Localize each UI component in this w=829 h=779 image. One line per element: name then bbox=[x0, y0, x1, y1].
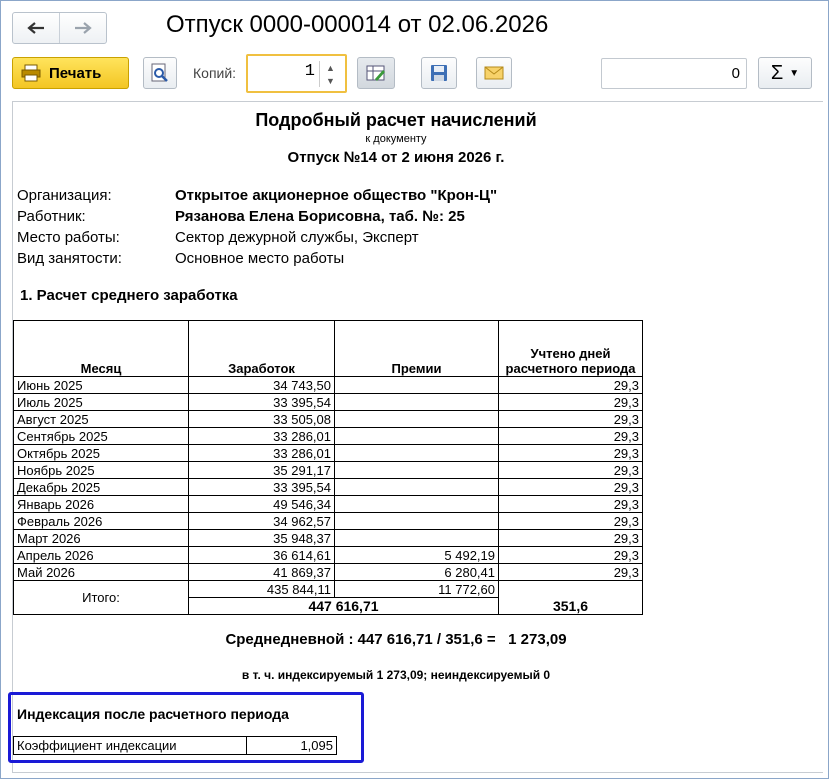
table-row bbox=[14, 530, 643, 547]
earnings-cell: 41 869,37 bbox=[189, 564, 335, 581]
bonus-cell bbox=[335, 445, 499, 462]
earnings-cell: 35 291,17 bbox=[189, 462, 335, 479]
days-cell: 29,3 bbox=[499, 445, 643, 462]
month-cell: Сентябрь 2025 bbox=[14, 428, 189, 445]
average-daily: Среднедневной : 447 616,71 / 351,6 = 1 273,09 bbox=[225, 631, 567, 648]
month-cell: Декабрь 2025 bbox=[14, 479, 189, 496]
copies-input[interactable] bbox=[246, 54, 347, 93]
window-title: Отпуск 0000-000014 от 02.06.2026 bbox=[166, 11, 549, 38]
sigma-icon: Σ bbox=[770, 61, 784, 84]
bonus-cell bbox=[335, 394, 499, 411]
days-cell: 29,3 bbox=[499, 547, 643, 564]
report-sheet bbox=[12, 101, 823, 773]
bonus-cell bbox=[335, 462, 499, 479]
edit-mode-button[interactable] bbox=[357, 57, 395, 89]
total-days: 351,6 bbox=[499, 581, 643, 615]
days-cell: 29,3 bbox=[499, 496, 643, 513]
month-cell: Май 2026 bbox=[14, 564, 189, 581]
header-month: Месяц bbox=[14, 321, 189, 377]
preview-button[interactable] bbox=[143, 57, 177, 89]
copies-label: Копий: bbox=[193, 65, 237, 81]
report-document: Отпуск №14 от 2 июня 2026 г. bbox=[287, 149, 505, 166]
table-row bbox=[14, 547, 643, 564]
table-row bbox=[14, 377, 643, 394]
days-cell: 29,3 bbox=[499, 377, 643, 394]
bonus-cell bbox=[335, 377, 499, 394]
table-row bbox=[14, 394, 643, 411]
coefficient-value: 1,095 bbox=[247, 737, 337, 755]
spin-down-icon[interactable]: ▼ bbox=[326, 75, 335, 86]
month-cell: Июнь 2025 bbox=[14, 377, 189, 394]
bonus-cell bbox=[335, 428, 499, 445]
table-row bbox=[14, 513, 643, 530]
days-cell: 29,3 bbox=[499, 428, 643, 445]
table-row bbox=[14, 411, 643, 428]
month-cell: Июль 2025 bbox=[14, 394, 189, 411]
indexed-note: в т. ч. индексируемый 1 273,09; неиндексируемый 0 bbox=[241, 668, 551, 682]
bonus-cell: 5 492,19 bbox=[335, 547, 499, 564]
earnings-cell: 49 546,34 bbox=[189, 496, 335, 513]
floppy-disk-icon bbox=[430, 64, 448, 82]
copies-value: 1 bbox=[304, 62, 315, 81]
total-bonus: 11 772,60 bbox=[335, 581, 499, 598]
total-row bbox=[14, 581, 643, 598]
earnings-cell: 34 743,50 bbox=[189, 377, 335, 394]
save-button[interactable] bbox=[421, 57, 457, 89]
copies-spinner[interactable] bbox=[319, 61, 341, 87]
sum-field[interactable]: 0 bbox=[601, 58, 747, 89]
edit-table-icon bbox=[366, 64, 386, 82]
coefficient-row bbox=[14, 737, 337, 755]
envelope-icon bbox=[484, 65, 504, 81]
earnings-cell: 33 395,54 bbox=[189, 394, 335, 411]
month-cell: Апрель 2026 bbox=[14, 547, 189, 564]
header-earnings: Заработок bbox=[189, 321, 335, 377]
printer-icon bbox=[21, 64, 41, 82]
indexation-heading: Индексация после расчетного периода bbox=[17, 706, 289, 722]
header-days: Учтено дней расчетного периода bbox=[499, 321, 643, 377]
earnings-cell: 33 286,01 bbox=[189, 428, 335, 445]
arrow-left-icon bbox=[27, 21, 45, 35]
report-title: Подробный расчет начислений bbox=[255, 110, 537, 130]
days-cell: 29,3 bbox=[499, 394, 643, 411]
month-cell: Ноябрь 2025 bbox=[14, 462, 189, 479]
navigation-buttons bbox=[12, 12, 107, 44]
bonus-cell bbox=[335, 411, 499, 428]
days-cell: 29,3 bbox=[499, 462, 643, 479]
magnifier-page-icon bbox=[150, 63, 170, 83]
back-button[interactable] bbox=[13, 13, 59, 43]
forward-button[interactable] bbox=[59, 13, 106, 43]
days-cell: 29,3 bbox=[499, 411, 643, 428]
earnings-cell: 33 505,08 bbox=[189, 411, 335, 428]
print-button[interactable] bbox=[12, 57, 129, 89]
chevron-down-icon: ▼ bbox=[789, 67, 800, 79]
total-earnings: 435 844,11 bbox=[189, 581, 335, 598]
earnings-cell: 35 948,37 bbox=[189, 530, 335, 547]
days-cell: 29,3 bbox=[499, 564, 643, 581]
table-row bbox=[14, 496, 643, 513]
table-row bbox=[14, 462, 643, 479]
days-cell: 29,3 bbox=[499, 513, 643, 530]
table-row bbox=[14, 428, 643, 445]
info-value: Открытое акционерное общество "Крон-Ц" bbox=[175, 187, 498, 204]
total-label: Итого: bbox=[14, 581, 189, 615]
report-subtitle: к документу bbox=[365, 133, 427, 145]
info-label: Место работы: bbox=[17, 229, 120, 246]
month-cell: Февраль 2026 bbox=[14, 513, 189, 530]
coefficient-label: Коэффициент индексации bbox=[14, 737, 247, 755]
info-label: Организация: bbox=[17, 187, 112, 204]
sum-button[interactable] bbox=[758, 57, 812, 89]
table-row bbox=[14, 564, 643, 581]
month-cell: Август 2025 bbox=[14, 411, 189, 428]
send-email-button[interactable] bbox=[476, 57, 512, 89]
bonus-cell bbox=[335, 513, 499, 530]
bonus-cell bbox=[335, 479, 499, 496]
arrow-right-icon bbox=[74, 21, 92, 35]
table-header bbox=[14, 321, 643, 377]
bonus-cell bbox=[335, 530, 499, 547]
print-label: Печать bbox=[49, 64, 102, 82]
bonus-cell: 6 280,41 bbox=[335, 564, 499, 581]
days-cell: 29,3 bbox=[499, 530, 643, 547]
coefficient-table bbox=[13, 736, 337, 755]
table-row bbox=[14, 445, 643, 462]
days-cell: 29,3 bbox=[499, 479, 643, 496]
section-heading: 1. Расчет среднего заработка bbox=[20, 287, 238, 304]
month-cell: Январь 2026 bbox=[14, 496, 189, 513]
earnings-cell: 33 286,01 bbox=[189, 445, 335, 462]
earnings-cell: 34 962,57 bbox=[189, 513, 335, 530]
earnings-cell: 36 614,61 bbox=[189, 547, 335, 564]
header-bonus: Премии bbox=[335, 321, 499, 377]
earnings-cell: 33 395,54 bbox=[189, 479, 335, 496]
earnings-table bbox=[13, 320, 643, 615]
month-cell: Март 2026 bbox=[14, 530, 189, 547]
table-row bbox=[14, 479, 643, 496]
month-cell: Октябрь 2025 bbox=[14, 445, 189, 462]
total-sum: 447 616,71 bbox=[189, 598, 499, 615]
spin-up-icon[interactable]: ▲ bbox=[326, 62, 335, 73]
bonus-cell bbox=[335, 496, 499, 513]
info-value: Рязанова Елена Борисовна, таб. №: 25 bbox=[175, 208, 465, 225]
info-label: Вид занятости: bbox=[17, 250, 122, 267]
info-value: Основное место работы bbox=[175, 250, 345, 267]
info-value: Сектор дежурной службы, Эксперт bbox=[175, 229, 419, 246]
info-label: Работник: bbox=[17, 208, 86, 225]
